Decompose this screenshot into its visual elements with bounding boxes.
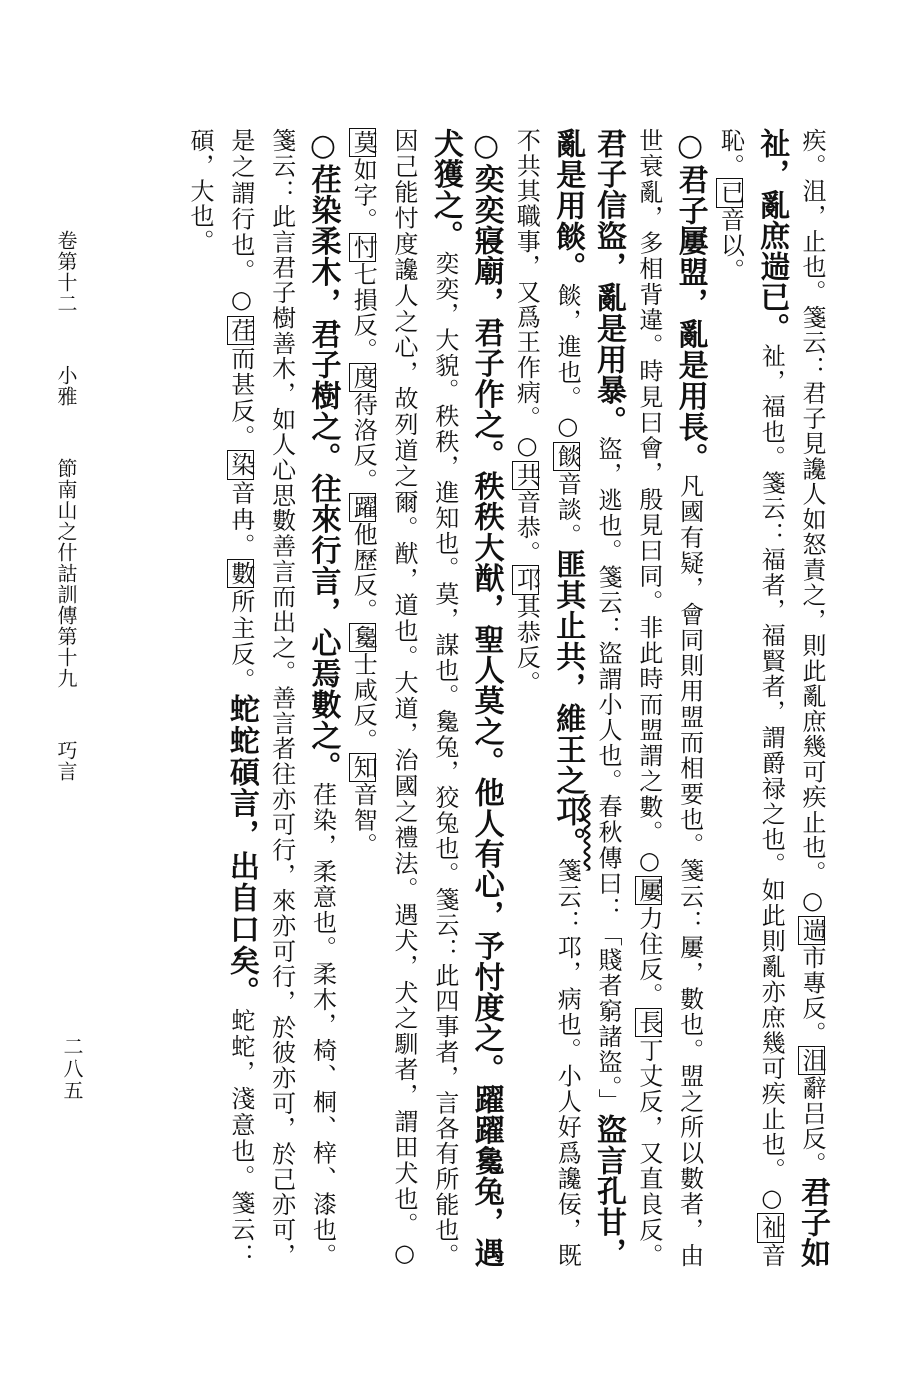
- text-run: 待洛反。: [349, 392, 378, 493]
- boxed-character: 沮: [798, 1048, 826, 1074]
- boxed-character: 邛: [512, 567, 541, 593]
- classic-text: 君子信盜，亂是用暴。: [591, 128, 627, 437]
- circle-marker: ○: [757, 1182, 787, 1214]
- text-run: 荏染，柔意也。柔木，椅、桐、梓、漆也。箋云：此言君子樹善木，如人心思數善言而出之。善言者往亦可行，來亦可行，於彼亦可，於己亦可，是之謂行也。: [226, 128, 337, 1268]
- text-run: 力住反。: [634, 905, 663, 1009]
- classic-text: 匪其止共，維王之邛。: [550, 548, 586, 858]
- text-run: 曰：「賤者窮諸盜。」: [594, 870, 623, 1115]
- text-run: 音談。: [553, 470, 582, 549]
- boxed-character: 祉: [757, 1215, 786, 1241]
- circle-marker: ○: [553, 411, 583, 442]
- page-number: 二八五: [60, 1036, 84, 1102]
- classic-text: 荏染柔木，君子樹之。往來行言，心焉數之。: [305, 163, 341, 782]
- boxed-character: 染: [226, 452, 255, 478]
- text-run: 辭吕反。: [798, 1075, 826, 1177]
- header-chapter: 節南山之什詁訓傳第十九: [54, 458, 78, 689]
- circle-marker: ○: [672, 128, 708, 164]
- text-run: 餤，進也。: [553, 282, 582, 412]
- book-title-mark: 春秋傳: [594, 794, 623, 871]
- text-run: 凡國有疑，會同則用盟而相要也。箋云：屢，數也。盟之所以數者，由世衰亂，多相背違。時見曰會，殷見曰同。非此時而盟謂之數。: [634, 128, 704, 1269]
- boxed-character: 忖: [349, 234, 378, 261]
- text-run: 音以。: [716, 207, 745, 284]
- header-volume: 卷第十二: [54, 230, 78, 314]
- text-run: 如字。: [349, 157, 378, 233]
- boxed-character: 數: [226, 560, 255, 587]
- boxed-character: 度: [349, 364, 378, 391]
- text-run: 祉，福也。箋云：福者，福賢者，謂爵禄之也。如此則亂亦庶幾可疾止也。: [757, 343, 786, 1183]
- text-run: 箋云：邛，病也。小人好爲讒佞，既不共其職事，又爲王作病。: [512, 128, 582, 1269]
- classic-text: 君子如祉，亂庶遄已。: [754, 128, 830, 1269]
- circle-marker: ○: [798, 885, 827, 916]
- circle-marker: ○: [390, 1237, 420, 1268]
- boxed-character: 屢: [634, 878, 663, 904]
- boxed-character: 荏: [226, 317, 255, 344]
- boxed-character: 共: [512, 462, 541, 488]
- classic-text: 奕奕寢廟，君子作之。秩秩大猷，聖人莫之。他人有心，予忖度之。躍躍毚兔，遇犬獲之。: [427, 128, 504, 1269]
- text-run: 音冉。: [226, 479, 255, 559]
- running-header: [56, 230, 76, 808]
- boxed-character: 遄: [798, 917, 826, 944]
- boxed-character: 長: [634, 1010, 663, 1036]
- circle-marker: ○: [634, 845, 664, 877]
- classic-text: 蛇蛇碩言，出自口矣。: [223, 693, 259, 1008]
- text-run: 奕奕，大貌。秩秩，進知也。莫，謀也。毚兔，狡兔也。箋云：此四事者，言各有所能也。因己能忖度讒人之心，故列道之爾。猷，道也。大道，治國之禮法。遇犬，犬之馴者，謂田犬也。: [390, 128, 459, 1269]
- commentary-text: [179, 128, 832, 1268]
- boxed-character: 毚: [349, 624, 378, 651]
- text-run: 音智。: [349, 782, 378, 858]
- circle-marker: ○: [226, 284, 256, 316]
- text-run: 盜，逃也。箋云：盜謂小人也。: [594, 436, 623, 795]
- header-section: 小雅: [54, 365, 78, 407]
- circle-marker: ○: [468, 128, 504, 164]
- boxed-character: 莫: [349, 130, 378, 156]
- text-run: 丁丈反，又直良反。: [634, 1037, 663, 1268]
- text-run: 七損反。: [349, 262, 378, 363]
- text-run: 音恥。: [716, 128, 786, 1269]
- text-run: 疾。沮，止也。箋云：君子見讒人如怒責之，則此亂庶幾可疾止也。: [798, 128, 826, 886]
- header-poem: 巧言: [54, 740, 78, 782]
- text-run: 市專反。: [798, 945, 826, 1047]
- text-run: 而甚反。: [226, 345, 255, 451]
- classic-text: 君子屢盟，亂是用長。: [672, 163, 708, 474]
- boxed-character: 餤: [553, 443, 582, 469]
- boxed-character: 知: [349, 754, 378, 781]
- circle-marker: ○: [512, 430, 542, 461]
- classic-text: 盜言孔甘，亂是用餤。: [550, 128, 627, 1268]
- text-run: 蛇蛇，淺意也。箋云：碩，大也。: [186, 128, 255, 1269]
- text-run: 音恭。: [512, 489, 541, 566]
- circle-marker: ○: [305, 128, 341, 164]
- boxed-character: 已: [716, 180, 745, 206]
- text-run: 士咸反。: [349, 652, 378, 753]
- text-run: 他歷反。: [349, 522, 378, 623]
- text-run: 其恭反。: [512, 594, 541, 696]
- text-run: 所主反。: [226, 588, 255, 694]
- boxed-character: 躍: [349, 494, 378, 521]
